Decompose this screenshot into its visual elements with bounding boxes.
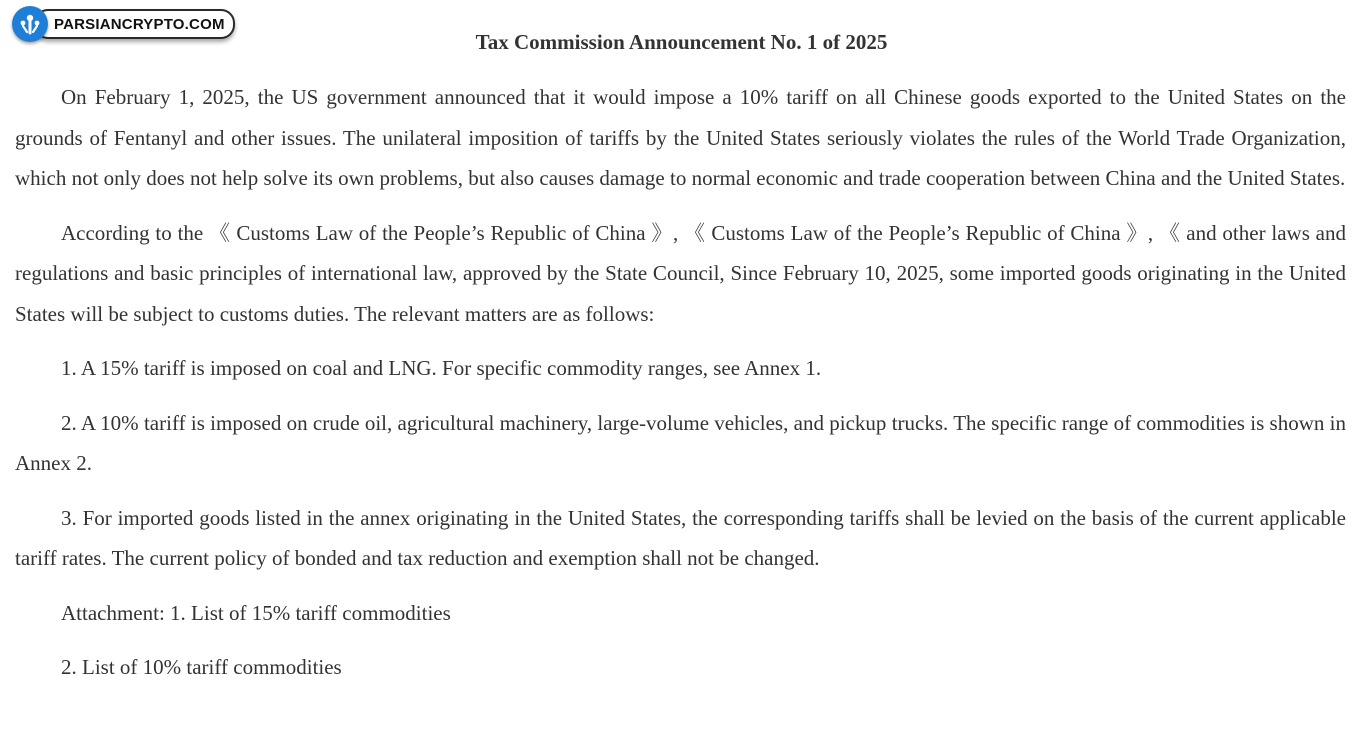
watermark-text: PARSIANCRYPTO.COM [54,15,225,33]
attachment-line-2: 2. List of 10% tariff commodities [61,655,342,679]
watermark-logo-icon [12,6,48,42]
watermark [12,6,235,42]
attachment-line-1: Attachment: 1. List of 15% tariff commodities [61,600,451,625]
paragraph-intro: On February 1, 2025, the US government announced that it would impose a 10% tariff on all Chinese goods exported to the United States on the grounds of Fentanyl and other issues. The unilateral imposition of tariffs by the United States seriously violates the rules of the World Trade Organization, which not only does not help solve its own problems, but also causes damage to normal economic and trade cooperation between China and the United States. [15,85,1346,190]
watermark-label [34,9,235,39]
paragraph-item-3: 3. For imported goods listed in the annex originating in the United States, the corresponding tariffs shall be levied on the basis of the current applicable tariff rates. The current policy of bonded and tax reduction and exemption shall not be changed. [15,505,1346,570]
paragraph-legal-basis: According to the 《 Customs Law of the People’s Republic of China 》, 《 Customs Law of the People’s Republic of China 》, 《 and other laws and regulations and basic principles of international law, approved by the State Council, Since February 10, 2025, some imported goods originating in the United States will be subject to customs duties. The relevant matters are as follows: [15,220,1346,326]
document-title: Tax Commission Announcement No. 1 of 2025 [475,30,888,54]
people-network-icon [17,11,43,37]
paragraph-item-2: 2. A 10% tariff is imposed on crude oil, agricultural machinery, large-volume vehicles, and pickup trucks. The specific range of commodities is shown in Annex 2. [15,410,1346,475]
document-body [15,77,1346,702]
paragraph-item-1: 1. A 15% tariff is imposed on coal and LNG. For specific commodity ranges, see Annex 1. [61,356,822,380]
